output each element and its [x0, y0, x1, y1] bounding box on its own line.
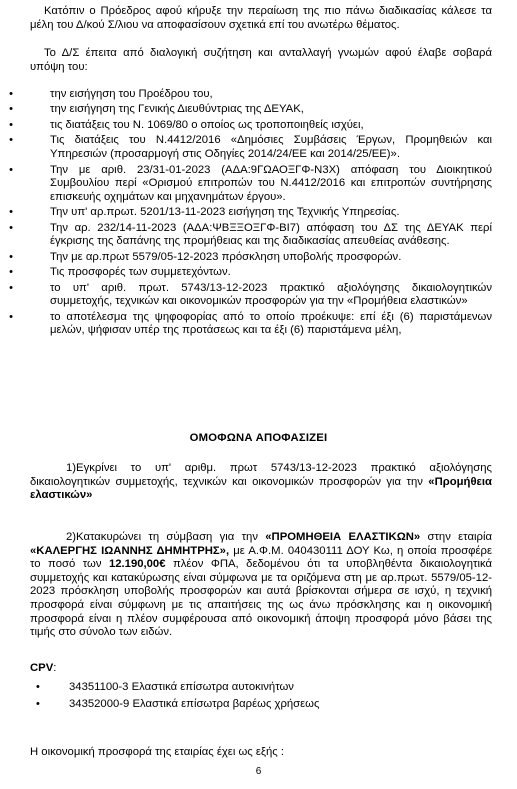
list-item: • την εισήγηση της Γενικής Διευθύντριας της ΔΕΥΑΚ,: [6, 103, 492, 117]
list-item: • Τις διατάξεις του Ν.4412/2016 «Δημόσιες Συμβάσεις Έργων, Προμηθειών και Υπηρεσιών (προσαρμογή στις Οδηγίες 2014/24/ΕΕ και 2014/25/ΕΕ)».: [6, 134, 492, 161]
list-item: • Τις προσφορές των συμμετεχόντων.: [6, 266, 492, 280]
contract-amount: 12.190,00€: [108, 558, 166, 571]
list-item: • το αποτέλεσμα της ψηφοφορίας από το οποίο προέκυψε: επί έξι (6) παριστάμενων μελών, ψήφισαν υπέρ της προτάσεως και τα έξι (6) παριστάμενα μέλη,: [6, 311, 492, 338]
list-item: • 34351100-3 Ελαστικά επίσωτρα αυτοκινήτων: [36, 681, 294, 693]
bullet-icon: •: [9, 250, 13, 263]
list-item: • το υπ' αριθ. πρωτ. 5743/13-12-2023 πρακτικό αξιολόγησης δικαιολογητικών συμμετοχής, τεχνικών και οικονομικών προσφορών για την «Προμήθεια ελαστικών»: [6, 282, 492, 309]
bullet-icon: •: [9, 266, 13, 279]
list-item: • 34352000-9 Ελαστικά επίσωτρα βαρέως χρήσεως: [36, 697, 320, 710]
list-item: • Την αρ. 232/14-11-2023 (ΑΔΑ:ΨΒΞΞΟΞΓΦ-ΒΙ7) απόφαση του ΔΣ της ΔΕΥΑΚ περί έγκρισης της δαπάνης της προμήθειας και της διαδικασίας απευθείας ανάθεσης.: [6, 222, 492, 249]
considerations-list: [6, 88, 492, 340]
cpv-label: CPV:: [30, 662, 57, 674]
bullet-icon: •: [9, 88, 13, 100]
decision-heading: ΟΜΟΦΩΝΑ ΑΠΟΦΑΣΙΖΕΙ: [189, 432, 328, 444]
bullet-icon: •: [9, 281, 13, 294]
bullet-icon: •: [9, 134, 13, 147]
decision-paragraph-2: 2)Κατακυρώνει τη σύμβαση για την «ΠΡΟΜΗΘΕΙΑ ΕΛΑΣΤΙΚΩΝ» στην εταιρία «ΚΑΛΕΡΓΗΣ ΙΩΑΝΝΗΣ ΔΗΜΗΤΡΗΣ», με Α.Φ.Μ. 040430111 ΔΟΥ Κω, η οποία προσφέρε το ποσό των 12.190,00€ πλέον ΦΠΑ, δεδομένου ότι τα υποβληθέντα δικαιολογητικά συμμετοχής και κατακύρωσης είναι σύμφωνα με τα οριζόμενα στη με αρ.πρωτ. 5579/05-12-2023 πρόσκληση υποβολής προσφορών και αυτά βρίσκονται σήμερα σε ισχύ, η τεχνική προσφορά είναι σύμφωνη με τις απαιτήσεις της ως άνω πρόσκλησης και η οικονομική προσφορά είναι η πλέον συμφέρουσα από οικονομική άποψη προσφορά μόνο βάσει της τιμής στο σύνολο των ειδών.: [30, 531, 492, 639]
bullet-icon: •: [9, 221, 13, 234]
intro-paragraph-2: Το Δ/Σ έπειτα από διαλογική συζήτηση και ανταλλαγή γνωμών αφού έλαβε σοβαρά υπόψη του:: [30, 47, 492, 73]
intro-paragraph-1: Κατόπιν ο Πρόεδρος αφού κήρυξε την περαίωση της πιο πάνω διαδικασίας κάλεσε τα μέλη του Δ/κού Σ/λιου να αποφασίσουν σχετικά επί του ανωτέρω θέματος.: [30, 5, 492, 31]
bullet-icon: •: [36, 697, 40, 710]
contractor-name: «ΚΑΛΕΡΓΗΣ ΙΩΑΝΝΗΣ ΔΗΜΗΤΡΗΣ»,: [30, 544, 230, 557]
contract-subject: «ΠΡΟΜΗΘΕΙΑ ΕΛΑΣΤΙΚΩΝ»: [265, 531, 421, 543]
decision-paragraph-1: 1)Εγκρίνει το υπ' αριθμ. πρωτ 5743/13-12-2023 πρακτικό αξιολόγησης δικαιολογητικών συμμετοχής, τεχνικών και οικονομικών προσφορών για την «Προμήθεια ελαστικών»: [30, 462, 492, 502]
page-number: 6: [255, 766, 262, 777]
list-item: • Την με αριθ. 23/31-01-2023 (ΑΔΑ:9ΓΩΑΟΞΓΦ-Ν3Χ) απόφαση του Διοικητικού Συμβουλίου περί «Ορισμού επιτροπών του Ν.4412/2016 και επιτροπών συντήρησης επισκευής οχημάτων και μηχανημάτων έργου».: [6, 164, 492, 205]
list-item: • Την υπ' αρ.πρωτ. 5201/13-11-2023 εισήγηση της Τεχνικής Υπηρεσίας.: [6, 206, 492, 220]
bullet-icon: •: [9, 163, 13, 176]
list-item: • την εισήγηση του Προέδρου του,: [6, 88, 492, 102]
offer-line: Η οικονομική προσφορά της εταιρίας έχει ως εξής :: [30, 746, 284, 758]
bullet-icon: •: [9, 310, 13, 323]
list-item: • τις διατάξεις του Ν. 1069/80 ο οποίος ως τροποποιηθείς ισχύει,: [6, 119, 492, 133]
bullet-icon: •: [9, 118, 13, 131]
decision-1-subject: «Προμήθεια ελαστικών»: [30, 475, 492, 502]
bullet-icon: •: [36, 681, 40, 693]
cpv-list: [32, 681, 319, 714]
list-item: • Την με αρ.πρωτ 5579/05-12-2023 πρόσκληση υποβολής προσφορών.: [6, 251, 492, 265]
bullet-icon: •: [9, 103, 13, 116]
bullet-icon: •: [9, 206, 13, 219]
